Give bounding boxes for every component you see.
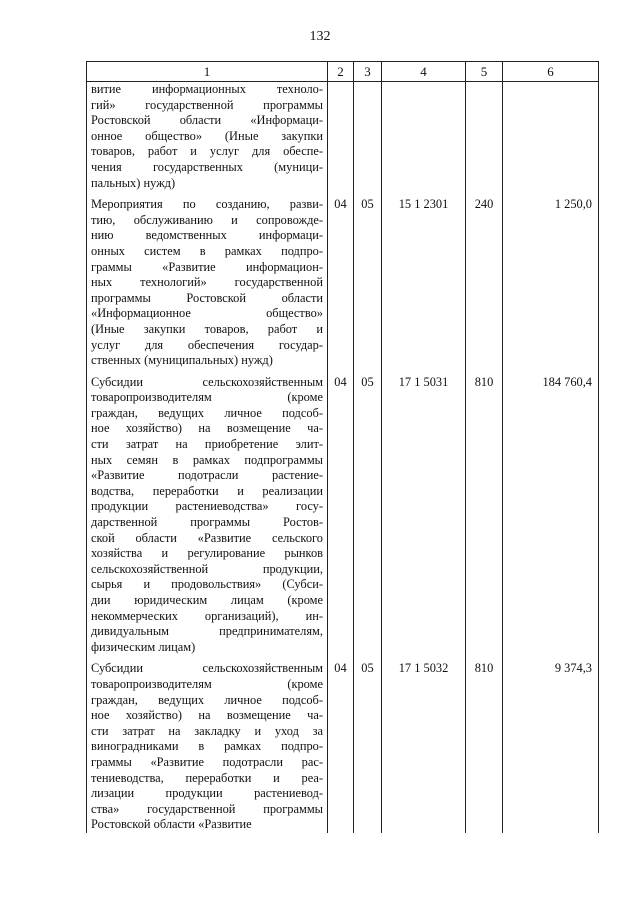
description-line: нию ведомственных информаци-	[91, 228, 323, 243]
description-line: дии юридическим лицам (кроме	[91, 593, 323, 607]
cell-section: 04	[328, 191, 354, 369]
table-row	[87, 369, 599, 656]
description-line: ное хозяйство) на возмещение ча-	[91, 421, 323, 436]
row-description	[87, 191, 328, 369]
cell-section: 04	[328, 369, 354, 656]
cell-amount: 184 760,4	[503, 369, 599, 656]
description-line: граждан, ведущих личное подсоб-	[91, 692, 323, 707]
cell-expense-type	[466, 82, 503, 192]
description-line: Мероприятия по созданию, разви-	[91, 197, 323, 212]
cell-amount	[503, 82, 599, 192]
description-line: ных семян в рамках подпрограммы	[91, 452, 323, 467]
cell-target-article: 15 1 2301	[382, 191, 466, 369]
description-line: Ростовской области «Развитие	[91, 817, 252, 832]
description-line: товаропроизводителям (кроме	[91, 390, 323, 405]
description-line: Субсидии сельскохозяйственным	[91, 374, 323, 389]
description-line: лизации продукции растениевод-	[91, 786, 323, 801]
budget-table	[86, 61, 599, 833]
column-header-2: 2	[328, 62, 354, 82]
row-description	[87, 82, 328, 192]
description-line: тениеводства, переработки и реа-	[91, 770, 323, 785]
cell-subsection: 05	[354, 191, 382, 369]
cell-expense-type: 810	[466, 655, 503, 833]
description-line: онных систем в рамках подпро-	[91, 243, 323, 258]
description-line: дарственной программы Ростов-	[91, 515, 323, 530]
column-header-1: 1	[87, 62, 328, 82]
cell-expense-type: 810	[466, 369, 503, 656]
cell-section: 04	[328, 655, 354, 833]
description-line: сырья и продовольствия» (Субси-	[91, 577, 323, 592]
description-line: гий» государственной программы	[91, 97, 323, 112]
row-description	[87, 655, 328, 833]
description-line: физическим лицам)	[91, 639, 196, 654]
description-line: виноградниками в рамках подпро-	[91, 739, 323, 754]
column-header-5: 5	[466, 62, 503, 82]
description-line: хозяйства и регулирование рынков	[91, 546, 323, 561]
cell-expense-type: 240	[466, 191, 503, 369]
description-line: Субсидии сельскохозяйственным	[91, 661, 323, 676]
description-line: витие информационных техноло-	[91, 82, 323, 96]
description-line: граждан, ведущих личное подсоб-	[91, 405, 323, 420]
table-row	[87, 82, 599, 192]
row-description	[87, 369, 328, 656]
page-number: 132	[309, 29, 331, 44]
cell-target-article	[382, 82, 466, 192]
cell-section	[328, 82, 354, 192]
column-header-6: 6	[503, 62, 599, 82]
cell-target-article: 17 1 5031	[382, 369, 466, 656]
description-line: водства, переработки и реализации	[91, 483, 323, 498]
table-row	[87, 655, 599, 833]
description-line: некоммерческих организаций), ин-	[91, 608, 323, 623]
description-line: чения государственных (муници-	[91, 159, 323, 174]
description-line: товаров, работ и услуг для обеспе-	[91, 144, 323, 159]
description-line: ственных (муниципальных) нужд)	[91, 353, 273, 368]
description-line: тию, обслуживанию и сопровожде-	[91, 212, 323, 227]
cell-target-article: 17 1 5032	[382, 655, 466, 833]
description-line: программы Ростовской области	[91, 290, 323, 305]
description-line: ской области «Развитие сельского	[91, 530, 323, 545]
description-line: услуг для обеспечения государ-	[91, 337, 323, 352]
description-line: Ростовской области «Информаци-	[91, 113, 323, 128]
description-line: «Развитие подотрасли растение-	[91, 468, 323, 483]
description-line: продукции растениеводства» госу-	[91, 499, 323, 514]
column-header-3: 3	[354, 62, 382, 82]
description-line: «Информационное общество»	[91, 306, 323, 321]
description-line: граммы «Развитие подотрасли рас-	[91, 754, 323, 769]
table-row	[87, 191, 599, 369]
description-line: ное хозяйство) на возмещение ча-	[91, 708, 323, 723]
description-line: товаропроизводителям (кроме	[91, 676, 323, 691]
column-header-4: 4	[382, 62, 466, 82]
description-line: (Иные закупки товаров, работ и	[91, 321, 323, 336]
description-line: онное общество» (Иные закупки	[91, 128, 323, 143]
description-line: сти затрат на закладку и уход за	[91, 723, 323, 738]
description-line: пальных) нужд)	[91, 175, 176, 190]
description-line: ства» государственной программы	[91, 801, 323, 816]
description-line: дивидуальным предпринимателям,	[91, 624, 323, 639]
cell-amount: 1 250,0	[503, 191, 599, 369]
cell-subsection: 05	[354, 369, 382, 656]
cell-subsection	[354, 82, 382, 192]
description-line: сти затрат на приобретение элит-	[91, 437, 323, 452]
header-row	[87, 62, 599, 82]
cell-subsection: 05	[354, 655, 382, 833]
description-line: сельскохозяйственной продукции,	[91, 561, 323, 576]
description-line: граммы «Развитие информацион-	[91, 259, 323, 274]
cell-amount: 9 374,3	[503, 655, 599, 833]
description-line: ных технологий» государственной	[91, 275, 323, 290]
